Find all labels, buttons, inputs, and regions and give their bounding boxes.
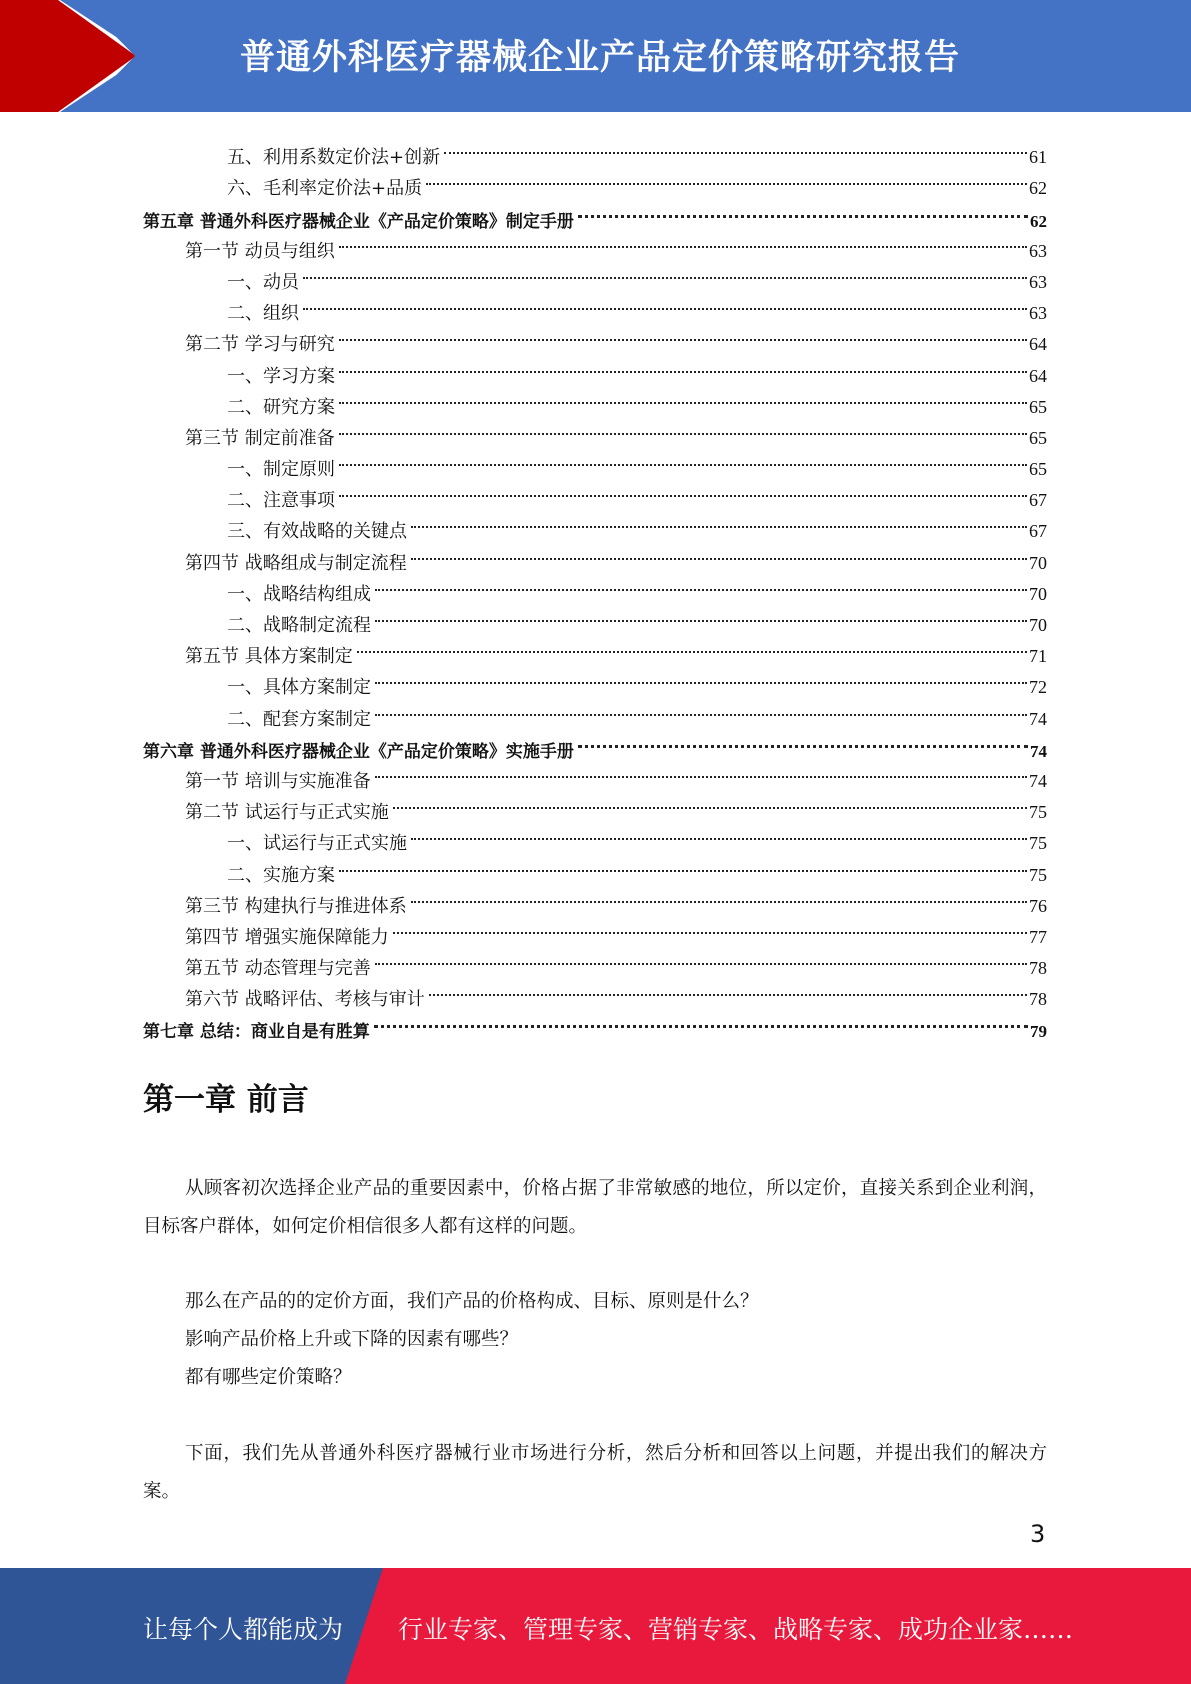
toc-page-number: 65: [1029, 459, 1047, 480]
toc-page-number: 65: [1029, 427, 1047, 448]
toc-entry-title: 第三节 制定前准备: [185, 427, 335, 449]
toc-dot-leader: [375, 932, 1027, 965]
toc-dot-leader: [578, 714, 1028, 748]
toc-entry-title: 第五章 普通外科医疗器械企业《产品定价策略》制定手册: [143, 211, 574, 232]
toc-entry-title: 第六节 战略评估、考核与审计: [185, 989, 425, 1011]
toc-entry-title: 三、有效战略的关键点: [227, 521, 407, 543]
toc-dot-leader: [375, 589, 1027, 622]
toc-entry-title: 第一节 培训与实施准备: [185, 770, 371, 792]
toc-dot-leader: [374, 994, 1028, 1028]
toc-entry-title: 第六章 普通外科医疗器械企业《产品定价策略》实施手册: [143, 741, 574, 762]
toc-page-number: 67: [1029, 521, 1047, 542]
chapter-heading: 第一章 前言: [143, 1082, 309, 1118]
toc-page-number: 75: [1029, 833, 1047, 854]
toc-dot-leader: [357, 620, 1027, 653]
page-number: 3: [1030, 1520, 1046, 1548]
toc-entry-title: 二、组织: [227, 303, 299, 325]
toc-page-number: 78: [1029, 989, 1047, 1010]
toc-dot-leader: [375, 651, 1027, 684]
toc-entry-title: 二、实施方案: [227, 864, 335, 886]
toc-entry-title: 二、研究方案: [227, 396, 335, 418]
toc-entry-title: 第一节 动员与组织: [185, 240, 335, 262]
toc-dot-leader: [339, 215, 1027, 248]
toc-entry-title: 一、制定原则: [227, 459, 335, 481]
toc-page-number: 79: [1030, 1022, 1047, 1042]
toc-dot-leader: [339, 371, 1027, 404]
toc-dot-leader: [339, 838, 1027, 871]
toc-entry-title: 第四节 战略组成与制定流程: [185, 552, 407, 574]
question-line: 那么在产品的的定价方面，我们产品的价格构成、目标、原则是什么？: [185, 1291, 759, 1312]
toc-dot-leader: [426, 152, 1027, 185]
toc-entry-title: 第二节 试运行与正式实施: [185, 802, 389, 824]
toc-entry-title: 五、利用系数定价法+创新: [227, 147, 441, 169]
toc-page-number: 67: [1029, 490, 1047, 511]
toc-entry-title: 二、配套方案制定: [227, 708, 371, 730]
toc-dot-leader: [393, 901, 1027, 934]
toc-page-number: 77: [1029, 926, 1047, 947]
toc-page-number: 70: [1029, 583, 1047, 604]
toc-dot-leader: [411, 495, 1027, 528]
intro-paragraph: 从顾客初次选择企业产品的重要因素中，价格占据了非常敏感的地位，所以定价，直接关系到企业利润，目标客户群体，如何定价相信很多人都有这样的问题。: [143, 1178, 1047, 1237]
toc-dot-leader: [411, 807, 1027, 840]
toc-page-number: 64: [1029, 365, 1047, 386]
toc-entry-title: 一、试运行与正式实施: [227, 833, 407, 855]
table-of-contents: [143, 130, 1047, 1043]
toc-dot-leader: [339, 433, 1027, 466]
toc-dot-leader: [393, 776, 1027, 809]
toc-entry-title: 六、毛利率定价法+品质: [227, 178, 423, 200]
toc-dot-leader: [339, 339, 1027, 372]
question-line: 都有哪些定价策略？: [185, 1367, 352, 1388]
toc-entry-title: 第五节 动态管理与完善: [185, 958, 371, 980]
toc-dot-leader: [429, 963, 1027, 996]
toc-entry-title: 一、学习方案: [227, 365, 335, 387]
toc-page-number: 71: [1029, 646, 1047, 667]
toc-page-number: 74: [1029, 770, 1047, 791]
question-line: 影响产品价格上升或下降的因素有哪些？: [185, 1329, 519, 1350]
toc-entry-title: 第三节 构建执行与推进体系: [185, 895, 407, 917]
toc-dot-leader: [339, 402, 1027, 435]
toc-dot-leader: [375, 682, 1027, 715]
toc-entry-title: 一、动员: [227, 271, 299, 293]
toc-dot-leader: [375, 558, 1027, 591]
toc-dot-leader: [411, 526, 1027, 559]
toc-dot-leader: [578, 183, 1028, 217]
toc-dot-leader: [411, 870, 1027, 903]
toc-page-number: 74: [1029, 708, 1047, 729]
footer-slogan-left: 让每个人都能成为: [143, 1615, 344, 1644]
toc-entry-title: 第四节 增强实施保障能力: [185, 926, 389, 948]
toc-page-number: 62: [1030, 211, 1047, 231]
toc-page-number: 62: [1029, 178, 1047, 199]
toc-page-number: 75: [1029, 864, 1047, 885]
toc-page-number: 63: [1029, 240, 1047, 261]
toc-dot-leader: [375, 745, 1027, 778]
toc-page-number: 75: [1029, 802, 1047, 823]
footer-slogan-right: 行业专家、管理专家、营销专家、战略专家、成功企业家……: [398, 1615, 1074, 1644]
header-arrow-decoration: [0, 0, 160, 112]
toc-entry-title: 二、战略制定流程: [227, 615, 371, 636]
toc-dot-leader: [339, 308, 1027, 341]
toc-entry-title: 第七章 总结：商业自是有胜算: [143, 1022, 370, 1043]
toc-page-number: 74: [1030, 741, 1047, 761]
header-banner: [0, 0, 1191, 112]
toc-page-number: 72: [1029, 677, 1047, 698]
toc-page-number: 64: [1029, 334, 1047, 355]
toc-dot-leader: [444, 121, 1027, 154]
toc-page-number: 63: [1029, 303, 1047, 324]
toc-entry-title: 一、具体方案制定: [227, 677, 371, 699]
toc-entry-title: 二、注意事项: [227, 490, 335, 512]
toc-page-number: 65: [1029, 396, 1047, 417]
toc-page-number: 70: [1029, 552, 1047, 573]
closing-paragraph: 下面，我们先从普通外科医疗器械行业市场进行分析，然后分析和回答以上问题，并提出我们的解决方案。: [143, 1443, 1047, 1502]
toc-dot-leader: [303, 246, 1027, 279]
toc-dot-leader: [339, 464, 1027, 497]
toc-page-number: 78: [1029, 958, 1047, 979]
report-title: 普通外科医疗器械企业产品定价策略研究报告: [240, 38, 961, 78]
toc-entry-title: 第二节 学习与研究: [185, 334, 335, 356]
toc-page-number: 76: [1029, 895, 1047, 916]
toc-page-number: 63: [1029, 271, 1047, 292]
toc-page-number: 70: [1029, 615, 1047, 635]
toc-entry-title: 第五节 具体方案制定: [185, 646, 353, 668]
toc-entry-title: 一、战略结构组成: [227, 583, 371, 605]
toc-dot-leader: [303, 277, 1027, 310]
toc-page-number: 61: [1029, 147, 1047, 168]
